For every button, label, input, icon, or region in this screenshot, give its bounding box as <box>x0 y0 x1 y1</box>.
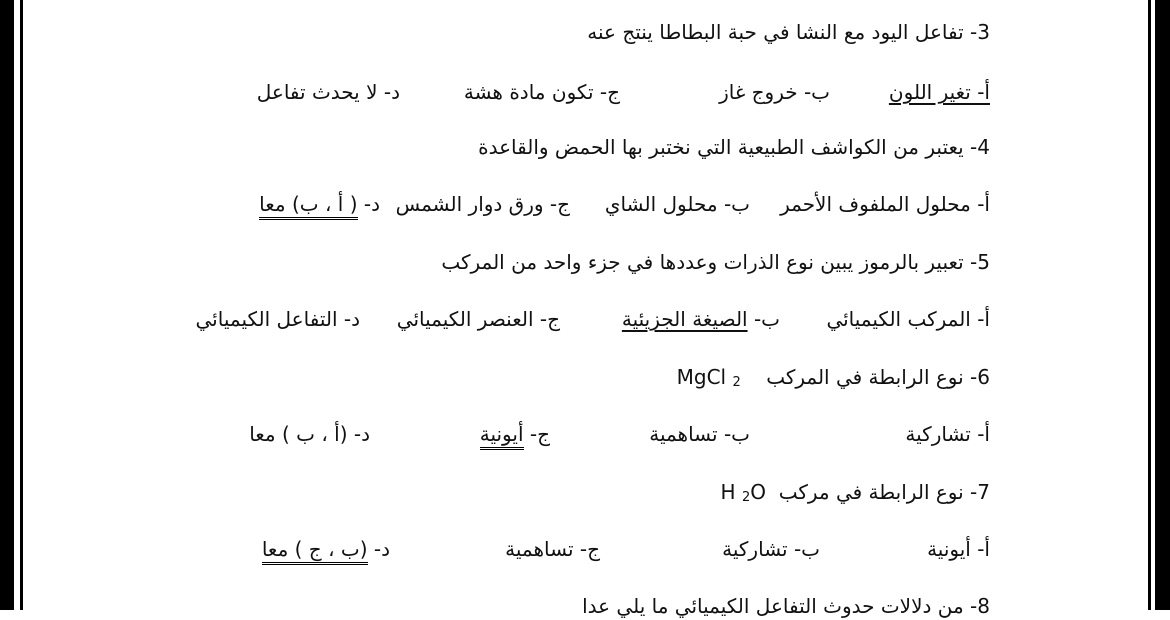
q7-option-d-prefix: د- <box>373 537 390 561</box>
q4-option-a[interactable]: أ- محلول الملفوف الأحمر <box>780 192 990 216</box>
q5-option-b-answer: الصيغة الجزيئية <box>621 307 748 331</box>
q3-option-c[interactable]: ج- تكون مادة هشة <box>463 80 620 104</box>
mgcl2-formula <box>677 365 741 389</box>
q6-option-d[interactable]: د- (أ ، ب ) معا <box>249 422 370 446</box>
question-3: 3- تفاعل اليود مع النشا في حبة البطاطا ينتج عنه <box>587 20 990 44</box>
q3-option-a-text: أ- تغير اللون <box>888 80 990 104</box>
q4-option-c[interactable]: ج- ورق دوار الشمس <box>395 192 570 216</box>
q7-option-a[interactable]: أ- أيونية <box>927 537 990 561</box>
q6-option-c-prefix: ج- <box>529 422 550 446</box>
q4-option-d-answer: ( أ ، ب) معا <box>259 192 357 220</box>
q7-option-d[interactable] <box>262 535 390 563</box>
q4-option-d[interactable] <box>259 190 380 218</box>
question-8: 8- من دلالات حدوث التفاعل الكيميائي ما يلي عدا <box>582 594 990 618</box>
question-6 <box>677 363 990 397</box>
q7-option-d-answer: (ب ، ج ) معا <box>262 537 368 565</box>
q4-option-b[interactable]: ب- محلول الشاي <box>604 192 750 216</box>
question-7-text: 7- نوع الرابطة في مركب <box>778 480 990 504</box>
q5-option-a[interactable]: أ- المركب الكيميائي <box>826 307 990 331</box>
formula-subscript-2: 2 <box>741 490 751 505</box>
q7-option-c[interactable]: ج- تساهمية <box>505 537 600 561</box>
page-border-right-outer <box>1155 0 1170 610</box>
q7-option-b[interactable]: ب- تشاركية <box>722 537 820 561</box>
q3-option-d[interactable]: د- لا يحدث تفاعل <box>256 80 400 104</box>
q5-option-c[interactable]: ج- العنصر الكيميائي <box>396 307 560 331</box>
q4-option-d-prefix: د- <box>363 192 380 216</box>
q6-option-c[interactable] <box>480 420 550 448</box>
formula-h: H <box>720 480 736 504</box>
q3-option-b[interactable]: ب- خروج غاز <box>719 80 830 104</box>
q6-option-c-answer: أيونية <box>480 422 524 450</box>
page-border-right-inner <box>1148 0 1151 610</box>
question-7 <box>721 478 990 512</box>
q5-option-d[interactable]: د- التفاعل الكيميائي <box>195 307 360 331</box>
q3-option-a[interactable] <box>889 78 990 106</box>
formula-subscript: 2 <box>732 375 741 390</box>
page-border-left <box>0 0 14 610</box>
question-6-text: 6- نوع الرابطة في المركب <box>766 365 990 389</box>
question-5: 5- تعبير بالرموز يبين نوع الذرات وعددها في جزء واحد من المركب <box>441 250 990 274</box>
q5-option-b[interactable] <box>622 305 780 333</box>
formula-mgcl: MgCl <box>676 365 727 389</box>
formula-o: O <box>750 480 766 504</box>
h2o-formula <box>721 480 766 504</box>
question-4: 4- يعتبر من الكواشف الطبيعية التي نختبر بها الحمض والقاعدة <box>478 135 990 159</box>
q6-option-a[interactable]: أ- تشاركية <box>905 422 990 446</box>
q5-option-b-prefix: ب- <box>753 307 780 331</box>
q6-option-b[interactable]: ب- تساهمية <box>649 422 750 446</box>
